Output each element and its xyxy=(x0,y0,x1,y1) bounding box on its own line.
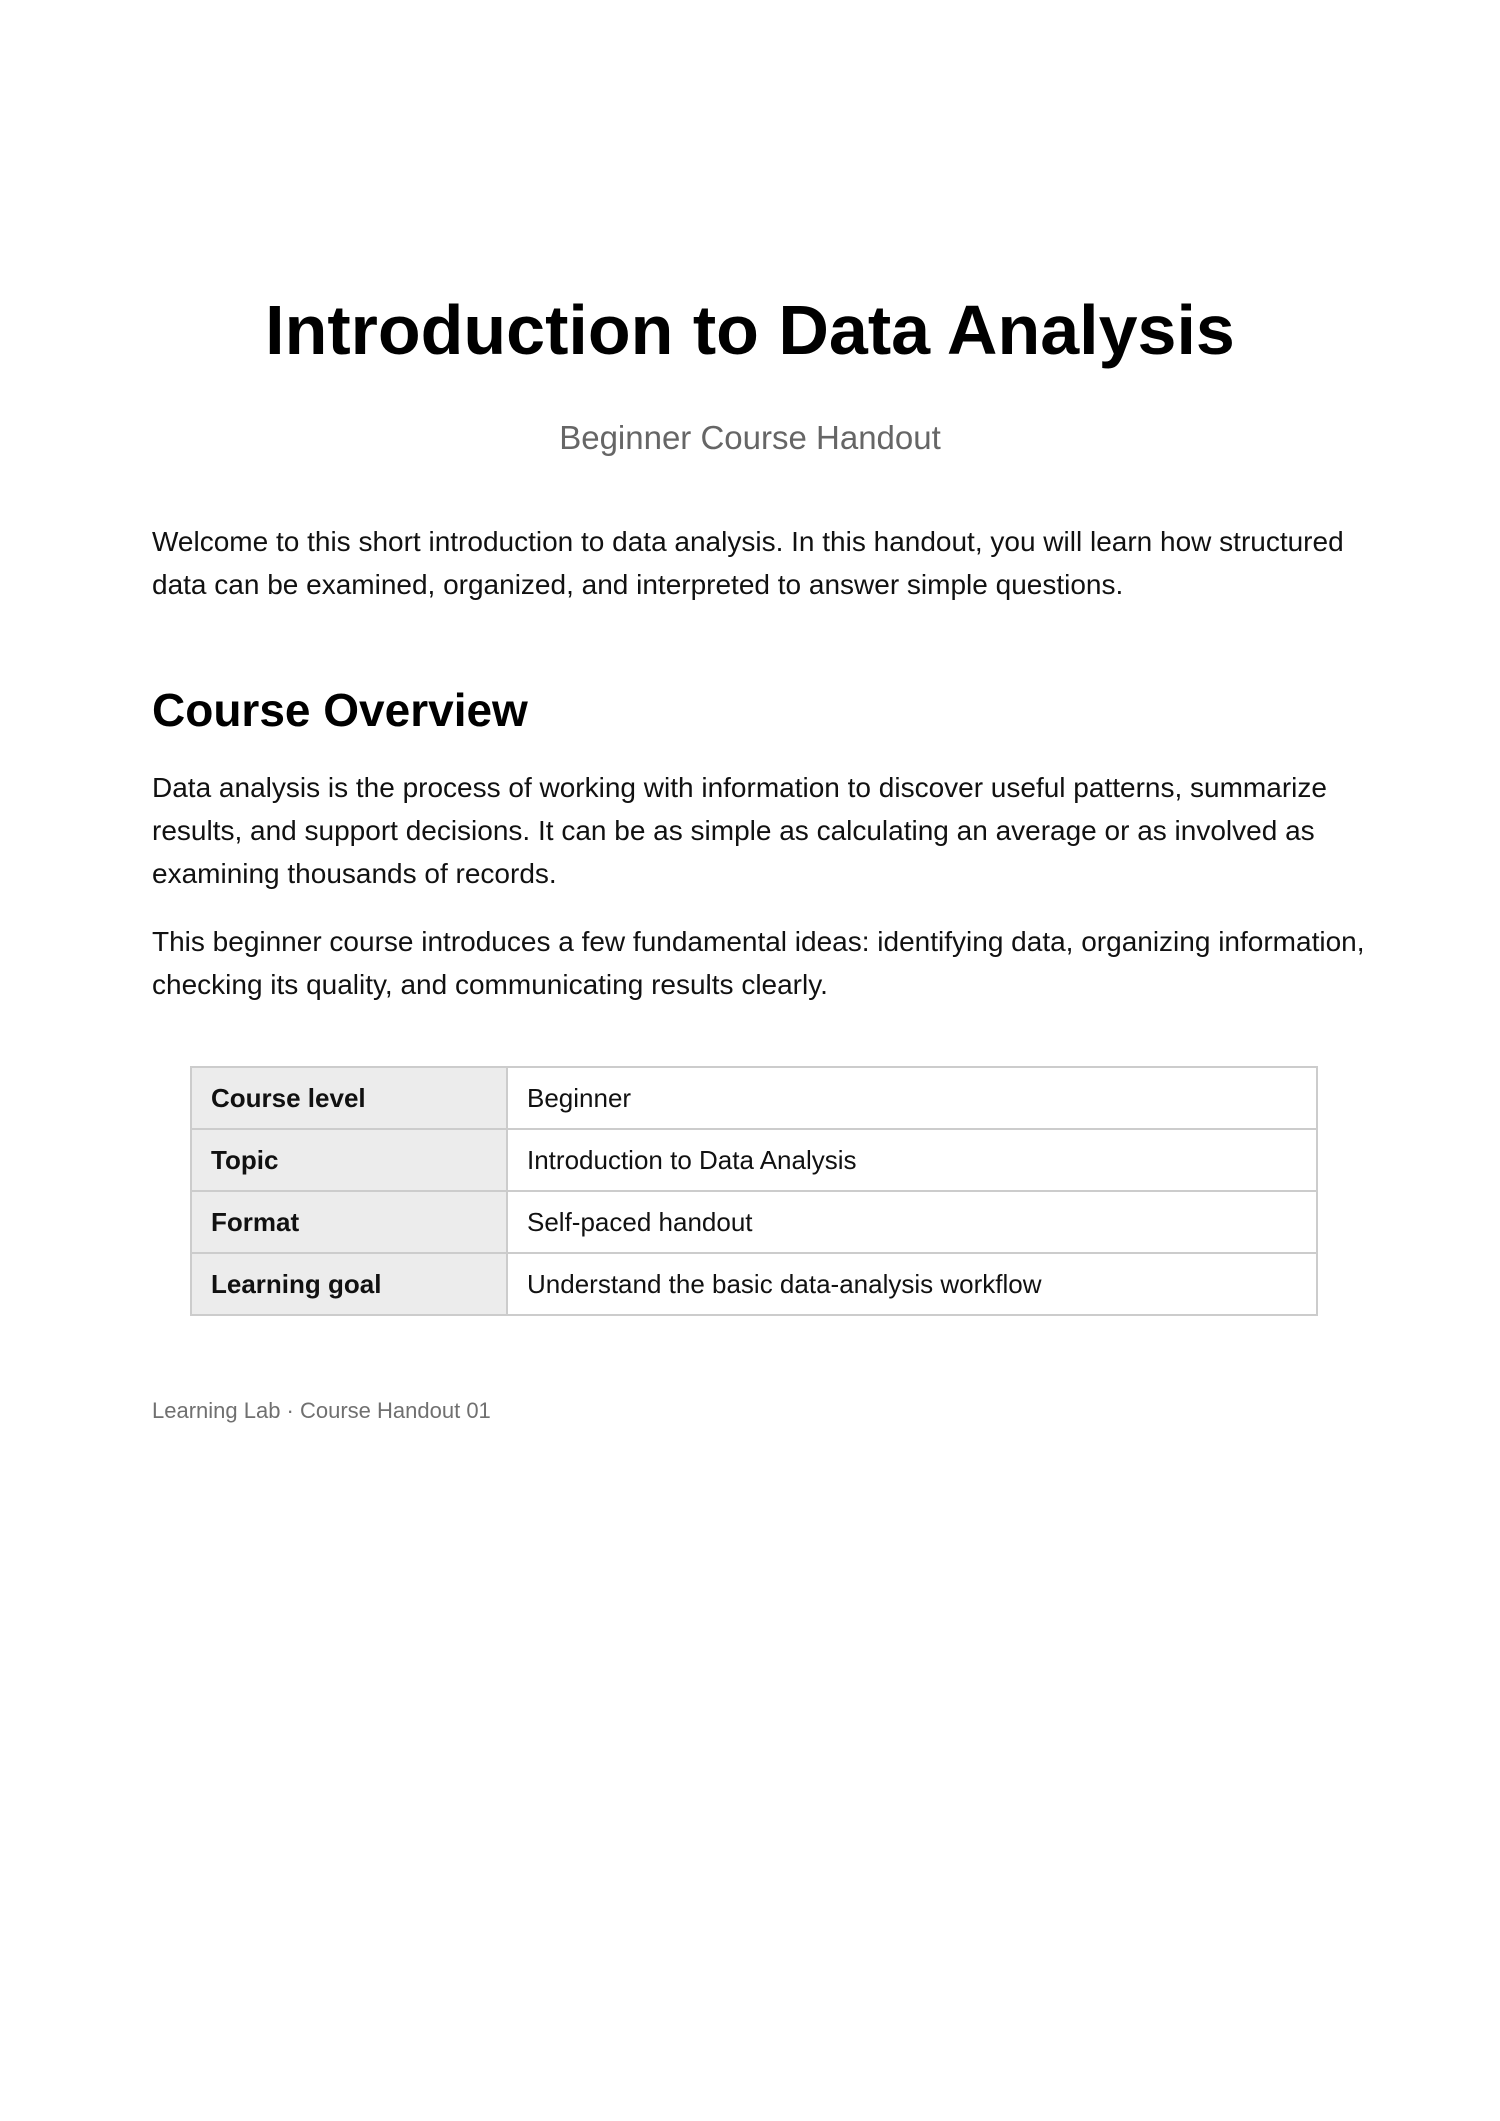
document-title: Introduction to Data Analysis xyxy=(265,291,1235,369)
table-row xyxy=(191,1191,1317,1253)
document-footer: Learning Lab · Course Handout 01 xyxy=(152,1398,491,1423)
table-label-cell: Course level xyxy=(191,1067,507,1129)
table-row xyxy=(191,1129,1317,1191)
table-value-cell: Beginner xyxy=(507,1067,1317,1129)
table-row xyxy=(191,1067,1317,1129)
table-label-cell: Format xyxy=(191,1191,507,1253)
table-label-cell: Learning goal xyxy=(191,1253,507,1315)
table-value-cell: Understand the basic data-analysis workflow xyxy=(507,1253,1317,1315)
table-value-cell: Self-paced handout xyxy=(507,1191,1317,1253)
overview-paragraph-2: This beginner course introduces a few fundamental ideas: identifying data, organizing information, checking its quality, and communicating results clearly. xyxy=(152,926,1365,1000)
course-info-table xyxy=(190,1066,1318,1316)
table-value-cell: Introduction to Data Analysis xyxy=(507,1129,1317,1191)
intro-paragraph: Welcome to this short introduction to data analysis. In this handout, you will learn how structured data can be examined, organized, and interpreted to answer simple questions. xyxy=(152,526,1344,600)
overview-paragraph-1: Data analysis is the process of working with information to discover useful patterns, summarize results, and support decisions. It can be as simple as calculating an average or as involved as examining thousands of records. xyxy=(152,772,1327,889)
document-subtitle: Beginner Course Handout xyxy=(559,419,941,456)
section-heading-course-overview: Course Overview xyxy=(152,684,528,736)
table-label-cell: Topic xyxy=(191,1129,507,1191)
table-row xyxy=(191,1253,1317,1315)
